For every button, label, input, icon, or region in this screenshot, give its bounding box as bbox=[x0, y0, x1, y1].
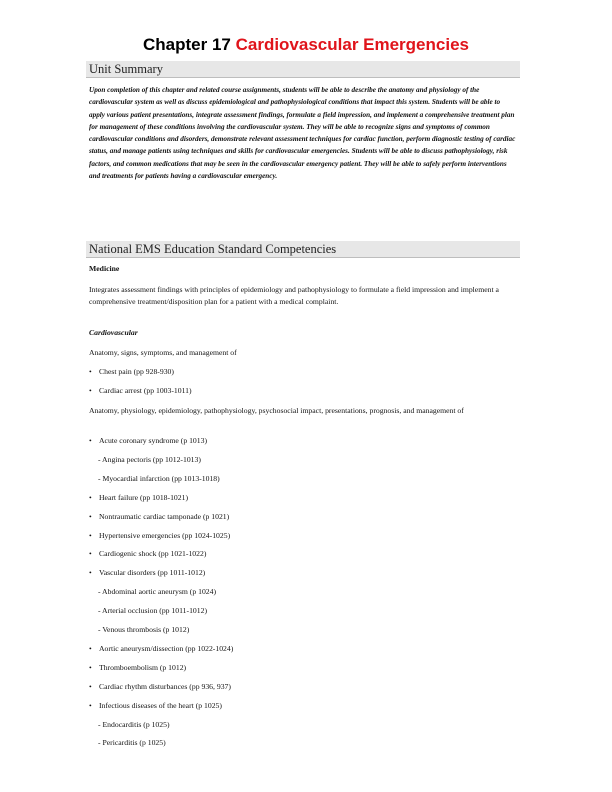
chapter-title: Cardiovascular Emergencies bbox=[235, 35, 469, 54]
page-title bbox=[0, 34, 612, 56]
list-item bbox=[89, 738, 166, 747]
list-item-text: Nontraumatic cardiac tamponade (p 1021) bbox=[99, 511, 230, 521]
list-item: • Vascular disorders (pp 1011-1012) bbox=[89, 568, 206, 578]
list-item: • Chest pain (pp 928-930) bbox=[89, 367, 174, 376]
list-item: • Aortic aneurysm/dissection (pp 1022-1024) bbox=[89, 643, 234, 653]
sub-item-text: - Pericarditis (p 1025) bbox=[98, 738, 166, 748]
list-item: • Heart failure (pp 1018-1021) bbox=[89, 492, 189, 502]
list-item-text: Acute coronary syndrome (p 1013) bbox=[99, 436, 208, 445]
list-item-text: Chest pain (pp 928-930) bbox=[99, 367, 174, 376]
list-item: • Cardiac rhythm disturbances (pp 936, 937) bbox=[89, 681, 231, 691]
list-item: • Cardiogenic shock (pp 1021-1022) bbox=[89, 549, 207, 559]
list-item-text: Vascular disorders (pp 1011-1012) bbox=[99, 568, 206, 578]
list-item bbox=[89, 587, 216, 596]
sub-item-text: - Angina pectoris (pp 1012-1013) bbox=[98, 454, 201, 464]
sub-item-text: - Myocardial infarction (pp 1013-1018) bbox=[98, 473, 220, 483]
list-item bbox=[89, 720, 170, 729]
intro-anatomy-signs: Anatomy, signs, symptoms, and management of bbox=[89, 348, 237, 357]
list-item: • Hypertensive emergencies (pp 1024-1025) bbox=[89, 530, 231, 540]
list-item-text: Hypertensive emergencies (pp 1024-1025) bbox=[99, 530, 231, 540]
medicine-heading: Medicine bbox=[89, 264, 120, 273]
unit-summary-header: Unit Summary bbox=[86, 61, 520, 78]
intro-anatomy-physiology: Anatomy, physiology, epidemiology, pathophysiology, psychosocial impact, presentations, prognosis, and management of bbox=[89, 406, 464, 415]
sub-item-text: - Abdominal aortic aneurysm (p 1024) bbox=[98, 587, 217, 597]
unit-summary-text: Upon completion of this chapter and related course assignments, students will be able to describe the anatomy and physiology of the cardiovascular system as well as discuss epidemiological and pathophysiological conditions that impact this system. Students will be able to apply various patient presentations, integrate assessment findings, formulate a field impression, and implement a comprehensive treatment plan for management of these conditions involving the cardiovascular system. They will be able to recognize signs and symptoms of common cardiovascular conditions and disorders, demonstrate relevant assessment techniques for cardiac function, perform diagnostic testing of cardiac status, and manage patients using techniques and skills for cardiovascular emergencies. Students will be able to discuss pathophysiology, risk factors, and common medications that may be seen in the cardiovascular emergency patient. They will be able to safely perform interventions and treatments for patients having a cardiovascular emergency. bbox=[89, 86, 516, 181]
list-item-text: Cardiogenic shock (pp 1021-1022) bbox=[99, 549, 207, 559]
list-item bbox=[89, 606, 207, 615]
list-item-text: Cardiac arrest (pp 1003-1011) bbox=[99, 386, 192, 395]
list-item: • Nontraumatic cardiac tamponade (p 1021) bbox=[89, 511, 230, 521]
list-item: • Thromboembolism (p 1012) bbox=[89, 662, 187, 672]
list-item bbox=[89, 625, 189, 634]
list-item: • Acute coronary syndrome (p 1013) bbox=[89, 436, 208, 445]
list-item: • Infectious diseases of the heart (p 1025) bbox=[89, 700, 222, 710]
sub-item-text: - Venous thrombosis (p 1012) bbox=[98, 625, 190, 634]
list-item-text: Heart failure (pp 1018-1021) bbox=[99, 492, 189, 502]
list-item-text: Thromboembolism (p 1012) bbox=[99, 662, 187, 672]
cardiovascular-heading: Cardiovascular bbox=[89, 328, 138, 337]
list-item-text: Infectious diseases of the heart (p 1025) bbox=[99, 700, 222, 710]
sub-item-text: - Arterial occlusion (pp 1011-1012) bbox=[98, 606, 208, 616]
list-item-text: Cardiac rhythm disturbances (pp 936, 937) bbox=[99, 681, 231, 691]
list-item: • Cardiac arrest (pp 1003-1011) bbox=[89, 386, 192, 395]
list-item bbox=[89, 455, 201, 464]
list-item-text: Aortic aneurysm/dissection (pp 1022-1024) bbox=[99, 643, 234, 653]
sub-item-text: - Endocarditis (p 1025) bbox=[98, 719, 170, 729]
chapter-label: Chapter 17 bbox=[142, 35, 231, 54]
medicine-text: Integrates assessment findings with principles of epidemiology and pathophysiology to formulate a field impression and implement a comprehensive treatment/disposition plan for a patient with a medical complaint. bbox=[89, 285, 499, 306]
list-item bbox=[89, 474, 220, 483]
competencies-header: National EMS Education Standard Competencies bbox=[86, 241, 520, 258]
